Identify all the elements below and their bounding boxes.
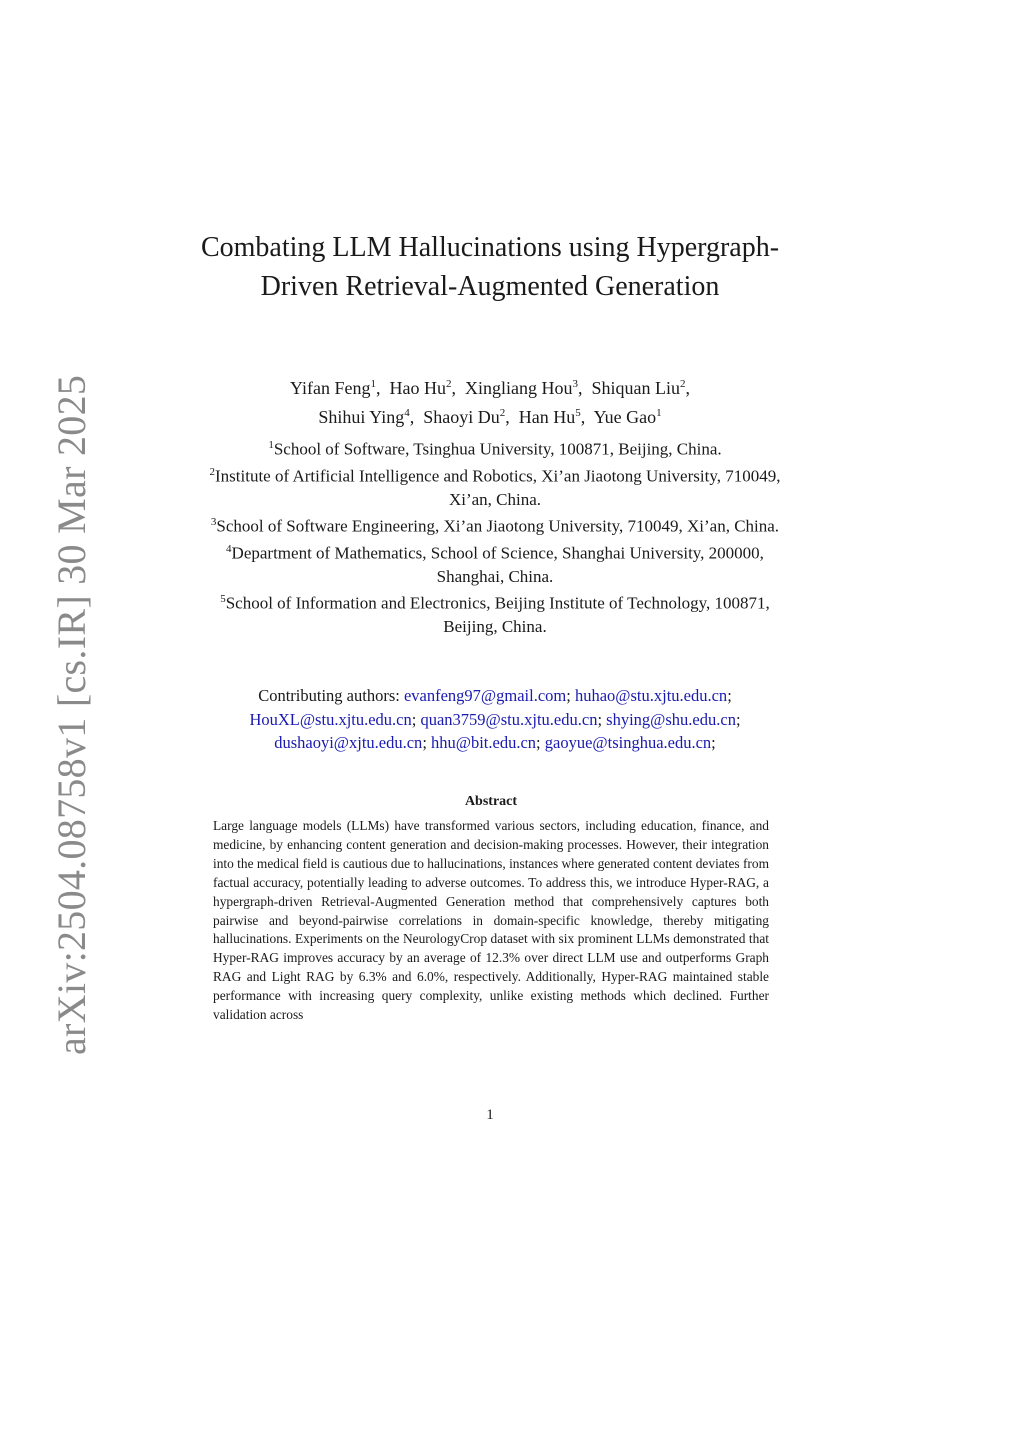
contributing-label: Contributing authors: [258,686,400,705]
email-link[interactable]: dushaoyi@xjtu.edu.cn [274,733,423,752]
author: Yifan Feng$^1$, [290,378,381,398]
abstract-heading: Abstract [464,794,518,809]
email-link[interactable]: gaoyue@tsinghua.edu.cn [544,733,712,752]
affiliation: $^2$Institute of Artificial Intelligence and Robotics, Xi’an Jiaotong University, 710049, Xi’an, China. [209,465,781,509]
abstract-text: Large language models (LLMs) have transformed various sectors, including education, finance, and medicine, by enhancing content generation and decision-making processes. However, their integration into the medical field is cautious due to hallucinations, instances where generated content deviates from factual accuracy, potentially leading to adverse outcomes. To address this, we introduce Hyper-RAG, a hypergraph-driven Retrieval-Augmented Generation method that comprehensively captures both pairwise and beyond-pairwise correlations in domain-specific knowledge, thereby mitigating hallucinations. Experiments on the NeurologyCrop dataset with six prominent LLMs demonstrated that Hyper-RAG improves accuracy by an average of 12.3% over direct LLM use and outperforms Graph RAG and Light RAG by 6.3% and 6.0%, respectively. Additionally, Hyper-RAG maintained stable performance with increasing query complexity, unlike existing methods which declined. Further validation across [213,818,769,1023]
author: Hao Hu$^2$, [389,378,456,398]
affiliation: $^1$School of Software, Tsinghua University, 100871, Beijing, China. [268,439,722,459]
email-link[interactable]: evanfeng97@gmail.com [403,686,567,705]
author: Shiquan Liu$^2$, [591,378,690,398]
email-link[interactable]: quan3759@stu.xjtu.edu.cn [420,709,598,729]
author: Yue Gao$^1$ [593,407,662,427]
contributing-authors: Contributing authors: evanfeng97@gmail.com; huhao@stu.xjtu.edu.cn; HouXL@stu.xjtu.edu.cn; quan3759@stu.xjtu.edu.cn; shying@shu.edu.cn; dushaoyi@xjtu.edu.cn; hhu@bit.edu.cn; gaoyue@tsinghua.edu.cn; [249,686,741,752]
email-link[interactable]: shying@shu.edu.cn [606,709,736,729]
affiliation: $^5$School of Information and Electronics, Beijing Institute of Technology, 100871, Beijing, China. [220,592,770,636]
author: Han Hu$^5$, [518,407,586,427]
author: Shihui Ying$^4$, [318,407,415,427]
page-number: 1 [486,1107,494,1123]
author: Xingliang Hou$^3$, [465,378,583,398]
affiliation: $^4$Department of Mathematics, School of Science, Shanghai University, 200000, Shanghai, China. [226,542,764,586]
affiliation: $^3$School of Software Engineering, Xi’an Jiaotong University, 710049, Xi’an, China. [210,515,780,536]
email-link[interactable]: hhu@bit.edu.cn [431,733,537,752]
email-link[interactable]: HouXL@stu.xjtu.edu.cn [249,709,412,729]
paper-title: Combating LLM Hallucinations using Hypergraph-Driven Retrieval-Augmented Generation [200,232,780,302]
email-link[interactable]: huhao@stu.xjtu.edu.cn [574,686,728,705]
author-list [200,372,780,430]
affiliation-list [195,434,795,638]
author: Shaoyi Du$^2$, [423,407,510,427]
arxiv-identifier: arXiv:2504.08758v1 [cs.IR] 30 Mar 2025 [49,374,94,1055]
